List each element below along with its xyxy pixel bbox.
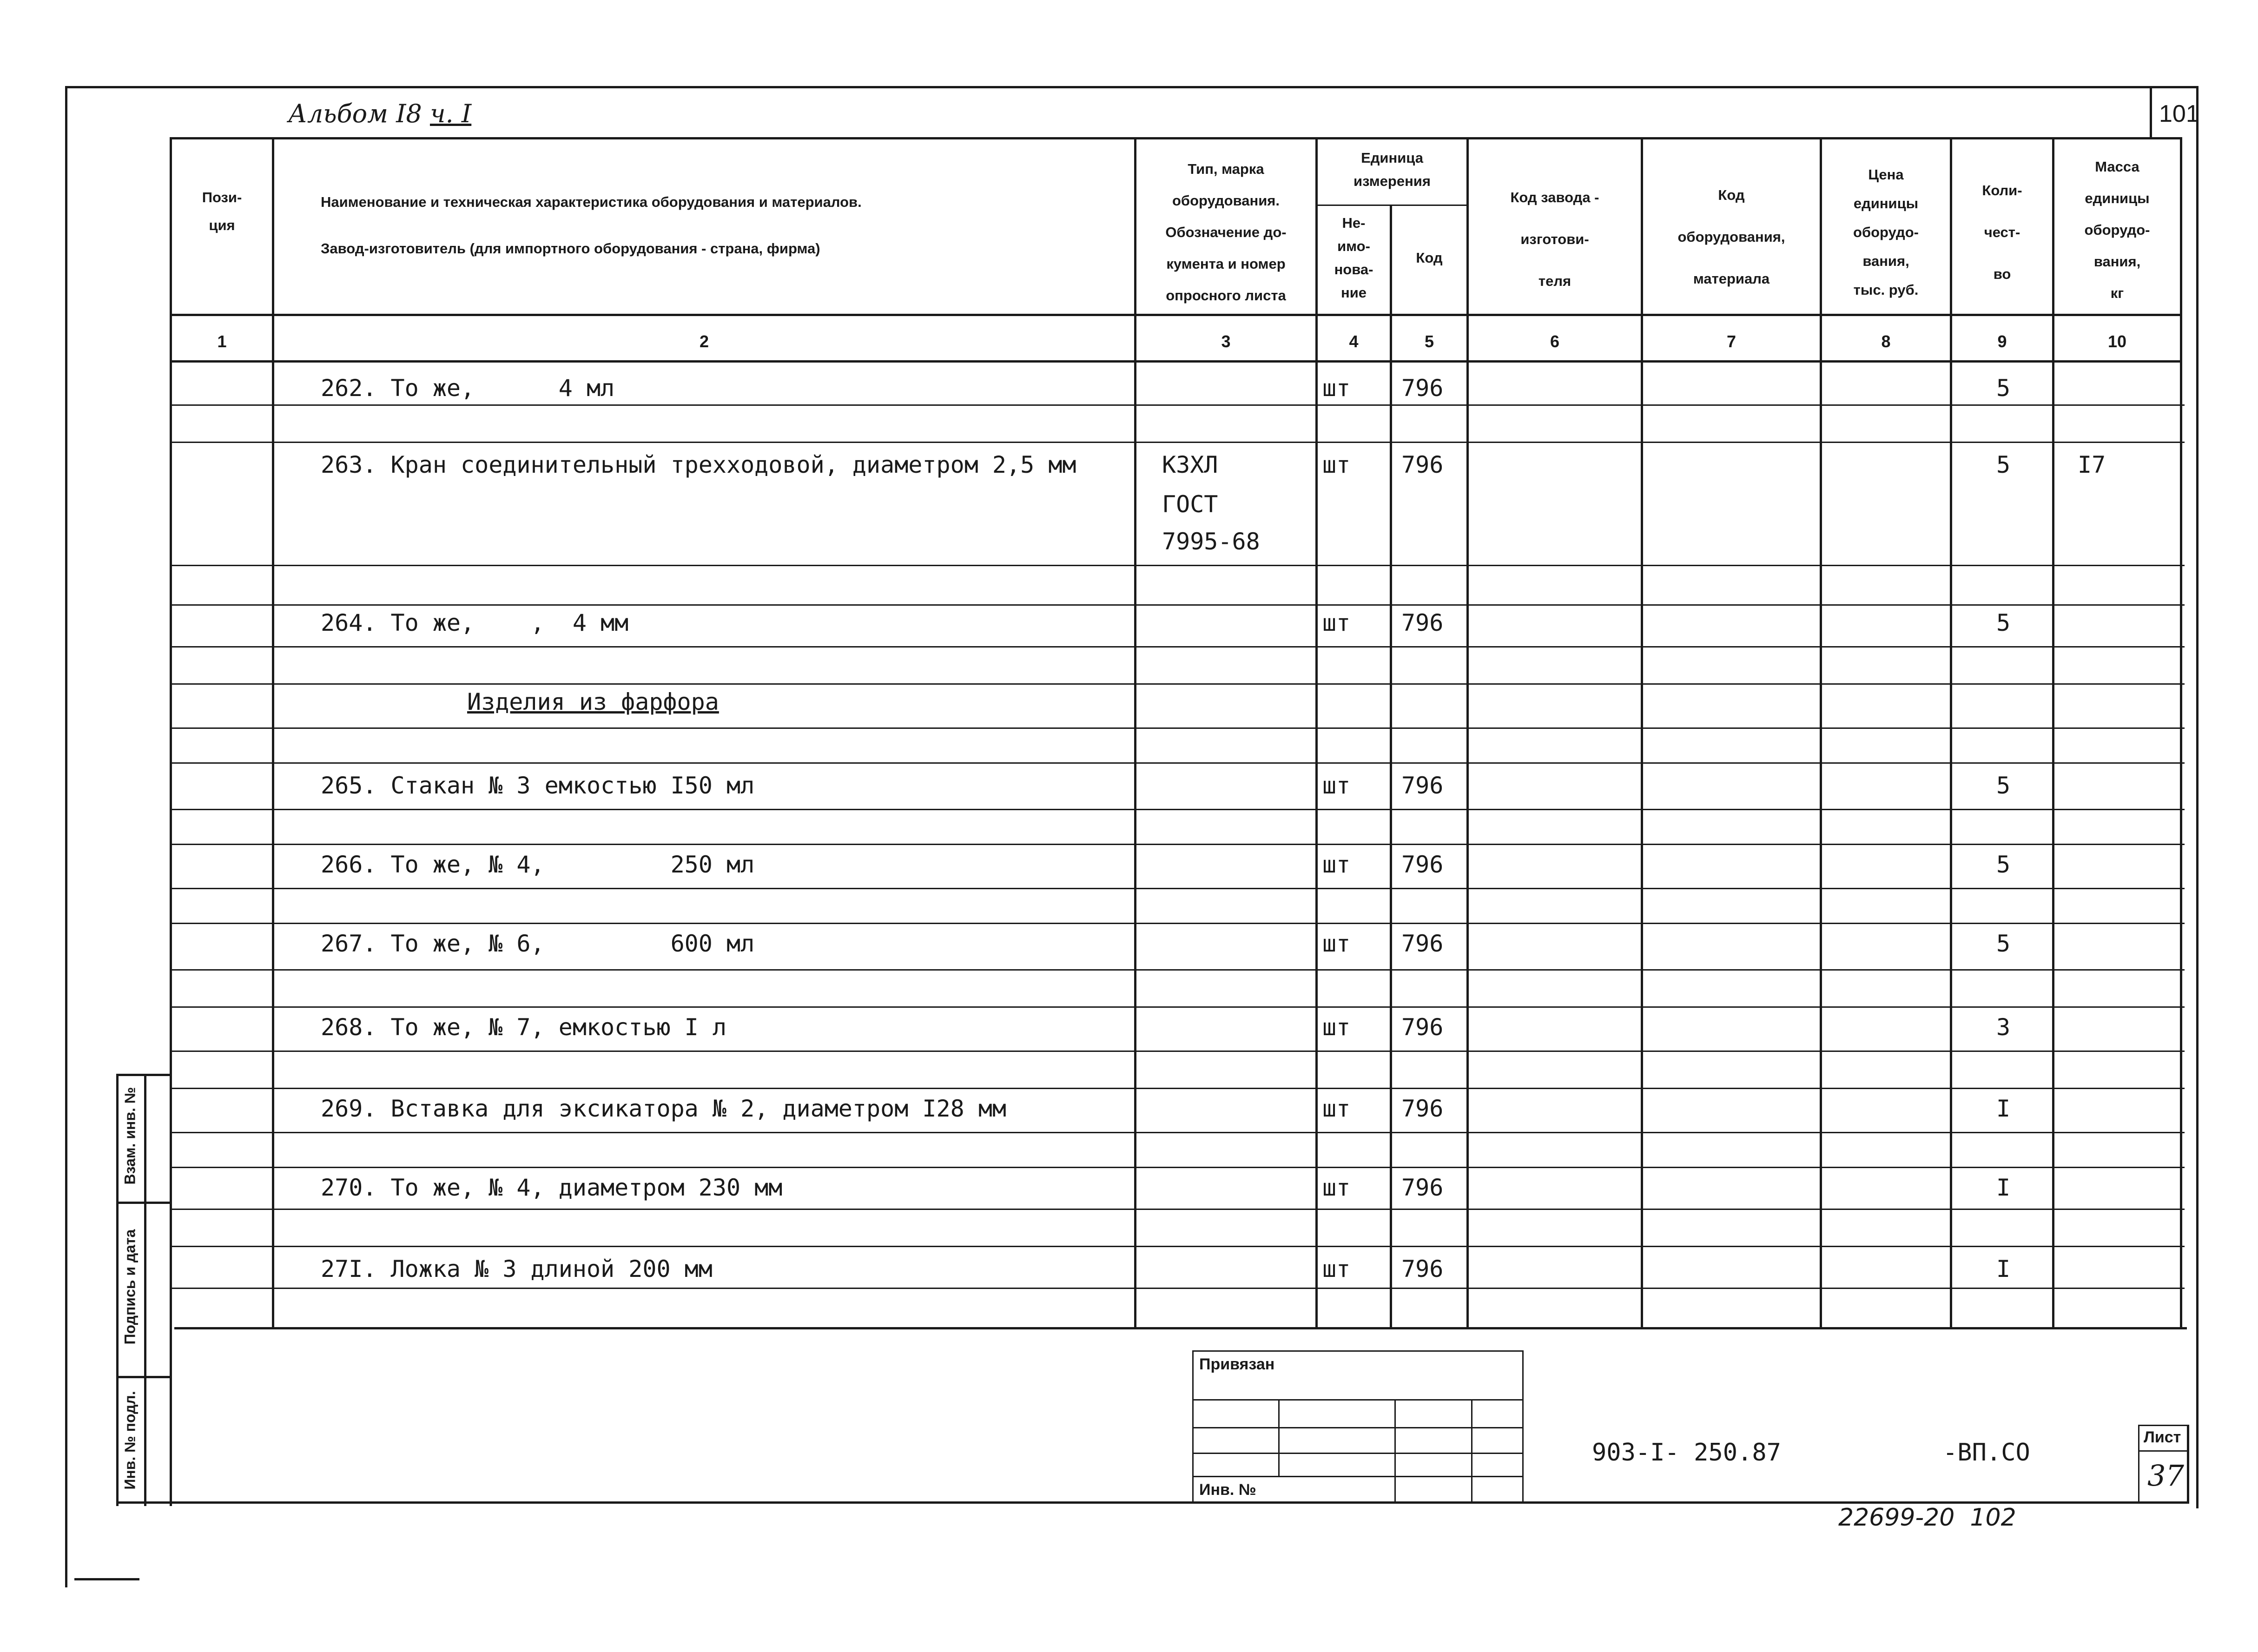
row-line xyxy=(172,1246,2185,1247)
corner-sheet-number: 101 xyxy=(2159,100,2199,127)
row-line xyxy=(172,923,2185,924)
col-line-3 xyxy=(1315,137,1318,1329)
unit-code: 796 xyxy=(1401,930,1444,957)
sheet-box-left xyxy=(2138,1425,2139,1504)
units-divider-line xyxy=(1318,205,1466,206)
stamp-inv-label: Инв. № xyxy=(1199,1481,1256,1499)
row-line xyxy=(172,1288,2185,1289)
unit-code: 796 xyxy=(1401,1095,1444,1122)
album-number: I8 xyxy=(396,99,422,128)
column-number-6: 6 xyxy=(1550,332,1560,351)
col-line-7 xyxy=(1820,137,1822,1329)
col-line-6 xyxy=(1641,137,1643,1329)
header-col8: Цена единицы оборудо- вания, тыс. руб. xyxy=(1853,166,1919,298)
row-line xyxy=(172,565,2185,566)
unit-code: 796 xyxy=(1401,851,1444,878)
row-line xyxy=(172,646,2185,648)
unit-code: 796 xyxy=(1401,1174,1444,1201)
outer-frame-bottom-tick xyxy=(74,1578,139,1580)
item-name: 268. То же, № 7, емкостью I л xyxy=(321,1014,726,1041)
row-line xyxy=(172,844,2185,845)
col-line-1 xyxy=(272,137,274,1329)
col-line-4 xyxy=(1390,205,1392,1329)
unit-code: 796 xyxy=(1401,375,1444,402)
unit-code: 796 xyxy=(1401,1014,1444,1041)
header-col1: Пози- ция xyxy=(202,189,242,233)
header-col3: Тип, марка оборудования. Обозначение до- кумента и номер опросного листа xyxy=(1165,161,1287,304)
header-col5: Код xyxy=(1416,250,1443,266)
item-name: 27I. Ложка № 3 длиной 200 мм xyxy=(321,1256,713,1282)
column-number-4: 4 xyxy=(1349,332,1359,351)
unit-name: шт xyxy=(1322,851,1351,878)
quantity: 5 xyxy=(1996,930,2011,957)
quantity: I xyxy=(1996,1174,2011,1201)
quantity: 5 xyxy=(1996,851,2011,878)
header-bottom-line xyxy=(170,314,2182,316)
row-line xyxy=(172,1088,2185,1089)
unit-code: 796 xyxy=(1401,609,1444,636)
row-line xyxy=(172,1132,2185,1133)
column-number-9: 9 xyxy=(1997,332,2007,351)
header-col9: Коли- чест- во xyxy=(1982,182,2022,282)
header-col4: Не- имо- нова- ние xyxy=(1334,215,1373,301)
row-line xyxy=(172,727,2185,729)
row-line xyxy=(172,762,2185,764)
column-number-5: 5 xyxy=(1424,332,1434,351)
row-line xyxy=(172,604,2185,606)
header-units-group: Единица измерения xyxy=(1353,150,1431,189)
column-number-1: 1 xyxy=(217,332,227,351)
mass: I7 xyxy=(2078,451,2106,478)
document-suffix: -ВП.СО xyxy=(1943,1439,2030,1467)
side-label-replaced-inv: Взам. инв. № xyxy=(121,1087,139,1185)
row-line xyxy=(172,683,2185,685)
side-label-signature-date: Подпись и дата xyxy=(121,1229,139,1345)
side-stamp-div2 xyxy=(116,1376,172,1378)
stamp-grid-v2 xyxy=(1394,1399,1396,1504)
stamp-linked-label: Привязан xyxy=(1199,1355,1275,1373)
colnum-bottom-line xyxy=(170,360,2182,363)
side-stamp-top xyxy=(116,1074,172,1076)
unit-name: шт xyxy=(1322,772,1351,799)
unit-code: 796 xyxy=(1401,451,1444,478)
side-stamp-mid xyxy=(144,1074,146,1506)
item-name: 263. Кран соединительный трехходовой, диаметром 2,5 мм xyxy=(321,451,1076,478)
quantity: I xyxy=(1996,1095,2011,1122)
unit-name: шт xyxy=(1322,609,1351,636)
quantity: 5 xyxy=(1996,609,2011,636)
quantity: 3 xyxy=(1996,1014,2011,1041)
item-name: 270. То же, № 4, диаметром 230 мм xyxy=(321,1174,783,1201)
stamp-linked-right xyxy=(1522,1350,1524,1504)
type-line-2: ГОСТ xyxy=(1162,491,1218,518)
header-col7: Код оборудования, материала xyxy=(1677,187,1785,287)
row-line xyxy=(172,1209,2185,1210)
sheet-number: 37 xyxy=(2147,1459,2184,1493)
col-line-8 xyxy=(1950,137,1952,1329)
col-line-5 xyxy=(1466,137,1469,1329)
item-name: 265. Стакан № 3 емкостью I50 мл xyxy=(321,772,755,799)
item-name: 266. То же, № 4, 250 мл xyxy=(321,851,755,878)
side-stamp-left xyxy=(116,1074,119,1506)
stamp-grid-v3 xyxy=(1471,1399,1472,1504)
item-name: 269. Вставка для эксикатора № 2, диаметром I28 мм xyxy=(321,1095,1007,1122)
type-line-3: 7995-68 xyxy=(1162,528,1260,555)
row-line xyxy=(172,1006,2185,1008)
unit-name: шт xyxy=(1322,930,1351,957)
quantity: 5 xyxy=(1996,772,2011,799)
item-name: 262. То же, 4 мл xyxy=(321,375,615,402)
footer-number: 22699-20 102 xyxy=(1838,1504,2016,1532)
quantity: 5 xyxy=(1996,451,2011,478)
outer-frame-top xyxy=(65,86,2199,88)
unit-name: шт xyxy=(1322,1174,1351,1201)
type-line-1: КЗХЛ xyxy=(1162,451,1218,478)
unit-name: шт xyxy=(1322,1095,1351,1122)
unit-code: 796 xyxy=(1401,1256,1444,1282)
unit-name: шт xyxy=(1322,1256,1351,1282)
album-part: ч. I xyxy=(429,99,472,128)
item-name: 267. То же, № 6, 600 мл xyxy=(321,930,755,957)
col-line-10 xyxy=(2180,137,2182,1329)
album-title xyxy=(288,100,471,128)
col-line-9 xyxy=(2052,137,2054,1329)
side-stamp-div1 xyxy=(116,1202,172,1204)
column-number-10: 10 xyxy=(2107,332,2127,351)
col-line-2 xyxy=(1134,137,1136,1329)
header-col2: Наименование и техническая характеристика оборудования и материалов. Завод-изготовитель (для импортного оборудования - страна, фирма) xyxy=(321,194,862,257)
header-col6: Код завода - изготови- теля xyxy=(1510,189,1599,289)
row-line xyxy=(172,404,2185,406)
column-number-2: 2 xyxy=(699,332,709,351)
column-number-3: 3 xyxy=(1221,332,1231,351)
stamp-grid-h1 xyxy=(1192,1399,1522,1401)
sheet-label: Лист xyxy=(2144,1428,2181,1446)
document-code: 903-I- 250.87 xyxy=(1592,1439,1781,1467)
row-line xyxy=(172,888,2185,889)
unit-name: шт xyxy=(1322,1014,1351,1041)
unit-code: 796 xyxy=(1401,772,1444,799)
corner-box-left xyxy=(2150,88,2152,139)
outer-frame-right xyxy=(2196,86,2199,1508)
stamp-grid-h2 xyxy=(1192,1427,1522,1428)
row-line xyxy=(172,969,2185,971)
side-label-inv-original: Инв. № подл. xyxy=(121,1391,139,1490)
row-line xyxy=(172,442,2185,443)
outer-frame-left xyxy=(65,86,67,1587)
row-line xyxy=(172,1051,2185,1052)
row-line xyxy=(172,809,2185,810)
album-prefix: Альбом xyxy=(288,99,388,128)
stamp-grid-v1 xyxy=(1278,1399,1280,1476)
quantity: 5 xyxy=(1996,375,2011,402)
unit-name: шт xyxy=(1322,375,1351,402)
stamp-grid-h3 xyxy=(1192,1453,1522,1454)
header-col10: Масса единицы оборудо- вания, кг xyxy=(2084,159,2150,301)
column-number-8: 8 xyxy=(1881,332,1891,351)
column-number-7: 7 xyxy=(1726,332,1736,351)
table-top-line xyxy=(170,137,2182,139)
quantity: I xyxy=(1996,1256,2011,1282)
row-line xyxy=(172,1167,2185,1168)
title-block-right xyxy=(2187,1425,2189,1504)
table-bottom-line xyxy=(174,1327,2187,1329)
section-heading: Изделия из фарфора xyxy=(467,688,719,715)
item-name: 264. То же, , 4 мм xyxy=(321,609,629,636)
unit-name: шт xyxy=(1322,451,1351,478)
